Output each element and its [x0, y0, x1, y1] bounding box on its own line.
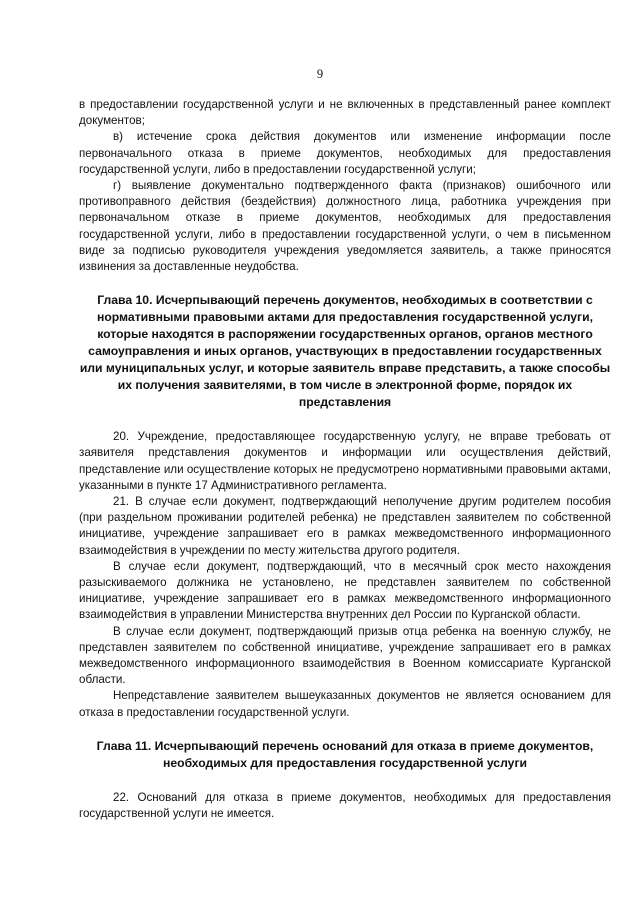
paragraph: В случае если документ, подтверждающий, что в месячный срок место нахождения разыскиваемого должника не установлено, не представлен заявителем по собственной инициативе, учреждение запрашивает его в рамках межведомственного информационного взаимодействия в управлении Министерства внутренних дел России по Курганской области.	[79, 559, 611, 622]
paragraph: 21. В случае если документ, подтверждающий неполучение другим родителем пособия (при раздельном проживании родителей ребенка) не представлен заявителем по собственной инициативе, учреждение запрашивает его в рамках межведомственного информационного взаимодействия в учреждении по месту жительства другого родителя.	[79, 495, 611, 557]
paragraph: 20. Учреждение, предоставляющее государственную услугу, не вправе требовать от заявителя представления документов и информации или осуществления действий, представление или осуществление которых не предусмотрено нормативными правовыми актами, указанными в пункте 17 Административного регламента.	[79, 430, 611, 492]
paragraph: 22. Оснований для отказа в приеме документов, необходимых для предоставления государственной услуги не имеется.	[79, 790, 611, 821]
paragraph: г) выявление документально подтвержденного факта (признаков) ошибочного или противоправного действия (бездействия) должностного лица, работника учреждения при первоначальном отказе в приеме документов, необходимых для предоставления государственной услуги, либо в предоставлении государственной услуги, о чем в письменном виде за подписью руководителя учреждения уведомляется заявитель, а также приносятся извинения за доставленные неудобства.	[79, 179, 611, 274]
paragraph: В случае если документ, подтверждающий призыв отца ребенка на военную службу, не представлен заявителем по собственной инициативе, учреждение запрашивает его в рамках межведомственного информационного взаимодействия в Военном комиссариате Курганской области.	[79, 624, 611, 687]
chapter-10-heading: Глава 10. Исчерпывающий перечень документов, необходимых в соответствии с нормативными правовыми актами для предоставления государственной услуги, которые находятся в распоряжении государственных органов, органов местного самоуправления и иных органов, участвующих в предоставлении государственных или муниципальных услуг, и которые заявитель вправе представить, а также способы их получения заявителями, в том числе в электронной форме, порядок их представления	[79, 293, 611, 410]
paragraph: в предоставлении государственной услуги и не включенных в представленный ранее комплект документов;	[79, 98, 611, 128]
paragraph: Непредставление заявителем вышеуказанных документов не является основанием для отказа в предоставлении государственной услуги.	[79, 689, 611, 719]
page-content	[79, 97, 611, 822]
chapter-11-heading: Глава 11. Исчерпывающий перечень оснований для отказа в приеме документов, необходимых для предоставления государственной услуги	[96, 738, 594, 770]
page-number: 9	[316, 67, 324, 81]
paragraph: в) истечение срока действия документов или изменение информации после первоначального отказа в приеме документов, необходимых для предоставления государственной услуги, либо в предоставлении государственной услуги;	[79, 130, 611, 176]
